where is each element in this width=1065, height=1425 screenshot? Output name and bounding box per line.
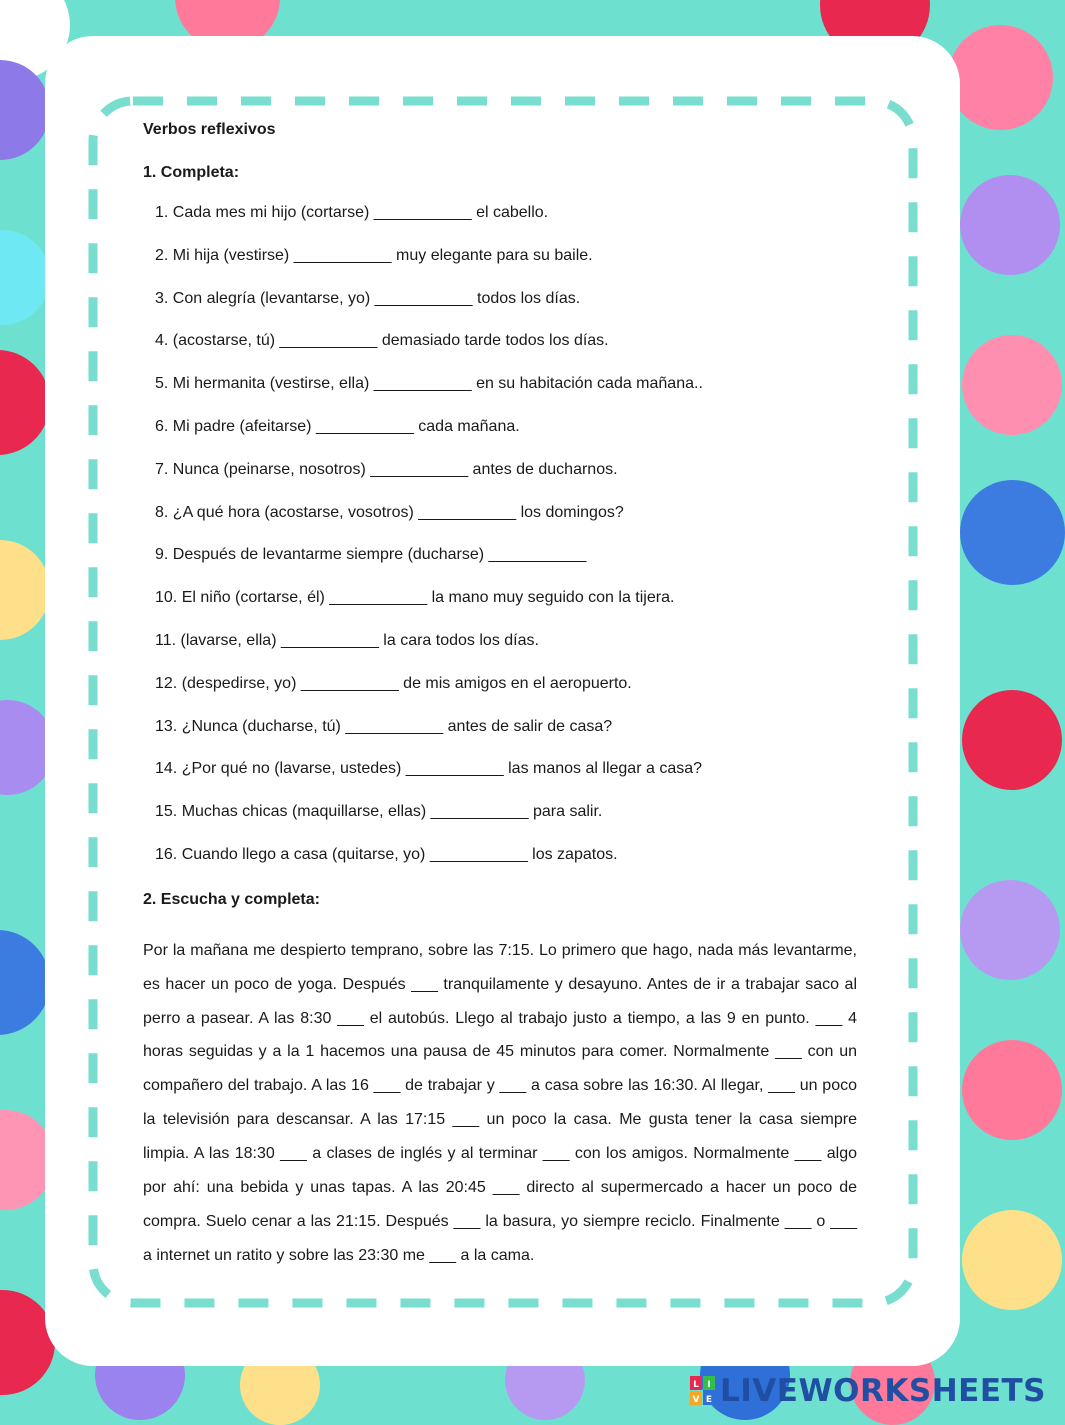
exercise-item: 8. ¿A qué hora (acostarse, vosotros) ___________ los domingos?	[155, 503, 624, 521]
dot	[0, 930, 50, 1035]
logo-text: LIVEWORKSHEETS	[720, 1373, 1046, 1409]
dot	[0, 230, 50, 325]
exercise-item: 7. Nunca (peinarse, nosotros) ___________ antes de ducharnos.	[155, 460, 618, 478]
exercise-item: 4. (acostarse, tú) ___________ demasiado tarde todos los días.	[155, 332, 609, 350]
exercise-item: 6. Mi padre (afeitarse) ___________ cada mañana.	[155, 417, 520, 435]
exercise-item: 16. Cuando llego a casa (quitarse, yo) ___________ los zapatos.	[155, 845, 618, 863]
dot	[962, 1040, 1062, 1140]
exercise-item: 1. Cada mes mi hijo (cortarse) ___________ el cabello.	[155, 204, 549, 221]
exercise-item: 13. ¿Nunca (ducharse, tú) ___________ antes de salir de casa?	[155, 717, 613, 735]
exercise-item: 3. Con alegría (levantarse, yo) ___________ todos los días.	[155, 289, 581, 307]
logo-letter: L	[693, 1380, 699, 1390]
exercise-item: 14. ¿Por qué no (lavarse, ustedes) ___________ las manos al llegar a casa?	[155, 760, 703, 778]
exercise-item: 15. Muchas chicas (maquillarse, ellas) ___________ para salir.	[155, 803, 603, 821]
worksheet-content	[143, 118, 857, 1289]
liveworksheets-logo[interactable]	[690, 1372, 1046, 1410]
logo-letter: V	[692, 1395, 700, 1405]
section-2-heading: 2. Escucha y completa:	[143, 890, 320, 908]
section-1-heading: 1. Completa:	[143, 164, 240, 181]
logo-letter: I	[707, 1380, 711, 1390]
exercise-item: 5. Mi hermanita (vestirse, ella) ___________ en su habitación cada mañana..	[155, 375, 703, 393]
exercise-item: 12. (despedirse, yo) ___________ de mis amigos en el aeropuerto.	[155, 674, 632, 692]
exercise-item: 9. Después de levantarme siempre (ducharse) ___________	[155, 546, 587, 564]
dot	[962, 690, 1062, 790]
exercise-item: 2. Mi hija (vestirse) ___________ muy elegante para su baile.	[155, 246, 593, 264]
worksheet-title: Verbos reflexivos	[143, 121, 276, 138]
dot	[960, 480, 1065, 585]
dot	[962, 335, 1062, 435]
exercise-item: 11. (lavarse, ella) ___________ la cara todos los días.	[155, 631, 539, 649]
logo-letter: E	[705, 1395, 713, 1405]
dot	[962, 1210, 1062, 1310]
dot	[0, 540, 50, 640]
logo-mark-icon	[690, 1376, 716, 1406]
exercise-item: 10. El niño (cortarse, él) ___________ la mano muy seguido con la tijera.	[155, 589, 675, 607]
dot	[0, 60, 50, 160]
dot	[960, 175, 1060, 275]
dot	[948, 25, 1053, 130]
dot	[960, 880, 1060, 980]
dot	[0, 350, 50, 455]
listening-paragraph: Por la mañana me despierto temprano, sobre las 7:15. Lo primero que hago, nada más levantarme, es hacer un poco de yoga. Después ___ tranquilamente y desayuno. Antes de ir a trabajar saco al perro a pasear. A las 8:30 ___ el autobús. Llego al trabajo justo a tiempo, a las 9 en punto. ___ 4 horas seguidas y a la 1 hacemos una pausa de 45 minutos para comer. Normalmente ___ con un compañero del trabajo. A las 16 ___ de trabajar y ___ a casa sobre las 16:30. Al llegar, ___ un poco la televisión para descansar. A las 17:15 ___ un poco la casa. Me gusta tener la casa siempre limpia. A las 18:30 ___ a clases de inglés y al terminar ___ con los amigos. Normalmente ___ algo por ahí: una bebida y unas tapas. A las 20:45 ___ directo al supermercado a hacer un poco de compra. Suelo cenar a las 21:15. Después ___ la basura, yo siempre reciclo. Finalmente ___ o ___ a internet un ratito y sobre las 23:30 me ___ a la cama.	[143, 941, 857, 1264]
exercise-list	[143, 201, 857, 886]
